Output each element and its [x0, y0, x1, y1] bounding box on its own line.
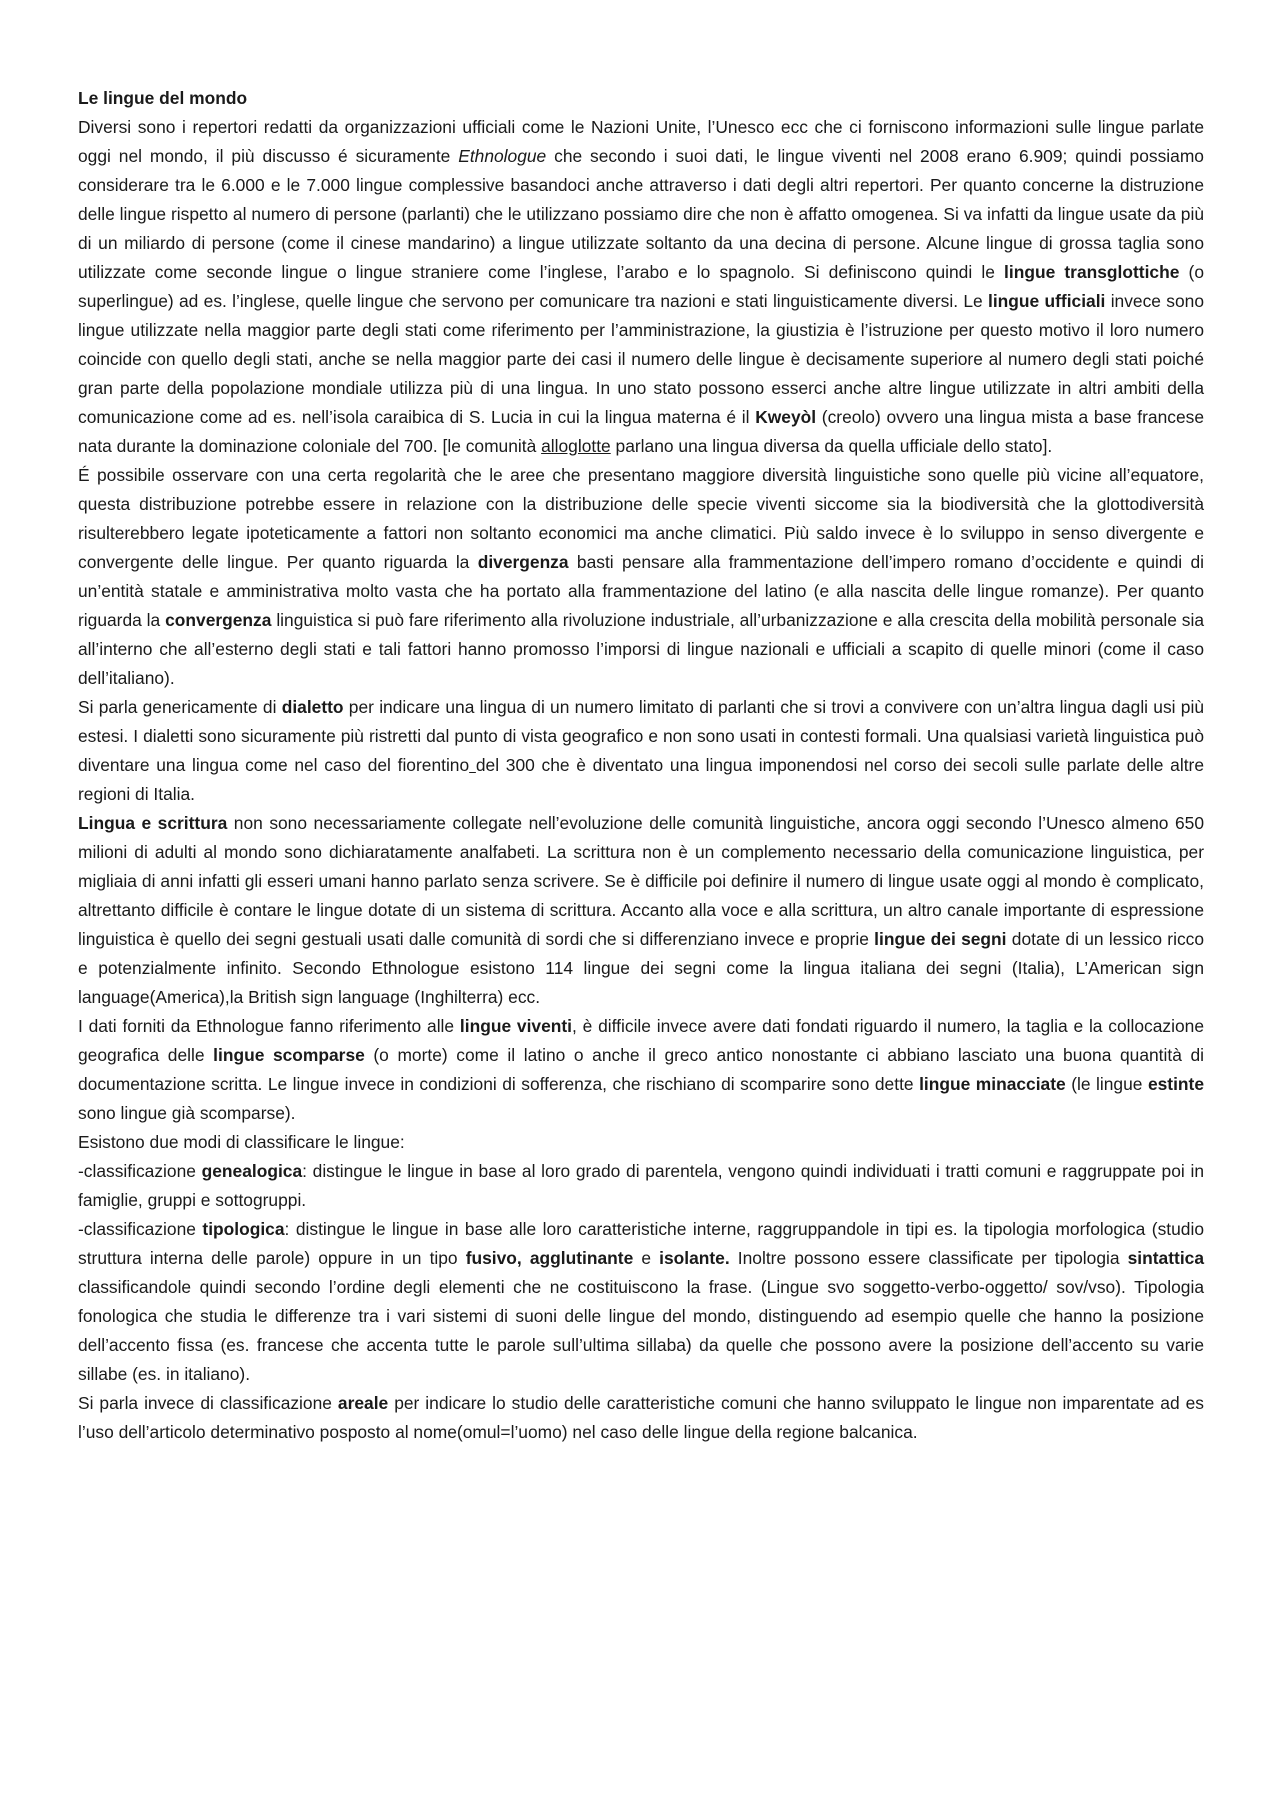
text-run: parlano una lingua diversa da quella ufficiale dello stato].	[610, 436, 1053, 456]
text-run: basti pensare alla frammentazione dell’impero romano d’occidente e quindi di un’entità statale e amministrativa molto vasta che ha portato alla frammentazione del latino (e alla nascita delle lingue romanze). Per quanto riguarda la	[78, 552, 1204, 630]
text-run: del 300 che è diventato una lingua imponendosi nel corso dei secoli sulle parlate delle altre regioni di Italia.	[78, 755, 1204, 804]
paragraph-classificazione-intro: Esistono due modi di classificare le lingue:	[78, 1132, 405, 1152]
paragraph-lingue-viventi	[78, 1012, 1204, 1128]
bold-term: lingue transglottiche	[1004, 262, 1180, 282]
bold-term: estinte	[1147, 1074, 1204, 1094]
bold-term: fusivo, agglutinante	[465, 1248, 634, 1268]
bold-term: convergenza	[165, 610, 272, 630]
bold-term: genealogica	[201, 1161, 303, 1181]
bold-term: isolante.	[659, 1248, 730, 1268]
bold-term: tipologica	[202, 1219, 285, 1239]
paragraph-tipologica	[78, 1215, 1204, 1389]
text-run: e	[633, 1248, 660, 1268]
text-run: : distingue le lingue in base al loro grado di parentela, vengono quindi individuati i tratti comuni e raggruppate poi in famiglie, gruppi e sottogruppi.	[78, 1161, 1204, 1210]
text-run: (o morte) come il latino o anche il greco antico nonostante ci abbiano lasciato una buona quantità di documentazione scritta. Le lingue invece in condizioni di sofferenza, che rischiano di scomparire sono dette	[78, 1045, 1204, 1094]
bold-term: Lingua e scrittura	[78, 813, 228, 833]
text-run: per indicare lo studio delle caratteristiche comuni che hanno sviluppato le lingue non imparentate ad es l’uso dell’articolo determinativo posposto al nome(omul=l’uomo) nel caso delle lingue della regione balcanica.	[78, 1393, 1204, 1442]
text-run: sono lingue già scomparse).	[78, 1103, 296, 1123]
paragraph-repertori	[78, 113, 1204, 461]
bold-term: lingue dei segni	[874, 929, 1007, 949]
paragraph-genealogica	[78, 1157, 1204, 1215]
text-run: Si parla invece di classificazione	[78, 1393, 338, 1413]
text-run: É possibile osservare con una certa regolarità che le aree che presentano maggiore diversità linguistiche sono quelle più vicine all’equatore, questa distribuzione potrebbe essere in relazione con la distribuzione delle specie viventi siccome sia la biodiversità che la glottodiversità risulterebbero legate ipoteticamente a fattori non soltanto economici ma anche climatici. Più saldo invece è lo sviluppo in senso divergente e convergente delle lingue. Per quanto riguarda la	[78, 465, 1204, 572]
text-run: dotate di un lessico ricco e potenzialmente infinito. Secondo Ethnologue esistono 114 lingue dei segni come la lingua italiana dei segni (Italia), L’American sign language(America),la British sign language (Inghilterra) ecc.	[78, 929, 1205, 1007]
paragraph-scrittura	[78, 809, 1204, 1012]
text-run: -classificazione	[78, 1219, 203, 1239]
text-run: per indicare una lingua di un numero limitato di parlanti che si trovi a convivere con un’altra lingua dagli usi più estesi. I dialetti sono sicuramente più ristretti dal punto di vista geografico e non sono usati in contesti formali. Una qualsiasi varietà linguistica può diventare una lingua come nel caso del fiorentino	[78, 697, 1204, 775]
bold-term: lingue ufficiali	[988, 291, 1106, 311]
underlined-space	[469, 755, 476, 775]
text-run: , è difficile invece avere dati fondati riguardo il numero, la taglia e la collocazione geografica delle	[78, 1016, 1204, 1065]
text-run: linguistica si può fare riferimento alla rivoluzione industriale, all’urbanizzazione e alla crescita della mobilità personale sia all’interno che all’esterno degli stati e tali fattori hanno promosso l’imporsi di lingue nazionali e ufficiali a scapito di quelle minori (come il caso dell’italiano).	[78, 610, 1205, 688]
paragraph-dialetto	[78, 693, 1204, 809]
text-run: (creolo) ovvero una lingua mista a base francese nata durante la dominazione coloniale del 700. [le comunità	[78, 407, 1204, 456]
document-title: Le lingue del mondo	[78, 88, 248, 108]
bold-term: dialetto	[281, 697, 344, 717]
text-run: che secondo i suoi dati, le lingue viventi nel 2008 erano 6.909; quindi possiamo considerare tra le 6.000 e le 7.000 lingue complessive basandoci anche attraverso i dati degli altri repertori. Per quanto concerne la distruzione delle lingue rispetto al numero di persone (parlanti) che le utilizzano possiamo dire che non è affatto omogenea. Si va infatti da lingue usate da più di un miliardo di persone (come il cinese mandarino) a lingue utilizzate soltanto da una decina di persone. Alcune lingue di grossa taglia sono utilizzate come seconde lingue o lingue straniere come l’inglese, l’arabo e lo spagnolo. Si definiscono quindi le	[78, 146, 1204, 282]
text-run: non sono necessariamente collegate nell’evoluzione delle comunità linguistiche, ancora oggi secondo l’Unesco almeno 650 milioni di adulti al mondo sono dichiaratamente analfabeti. La scrittura non è un complemento necessario della comunicazione linguistica, per migliaia di anni infatti gli esseri umani hanno parlato senza scrivere. Se è difficile poi definire il numero di lingue usate oggi al mondo è complicato, altrettanto difficile è contare le lingue dotate di un sistema di scrittura. Accanto alla voce e alla scrittura, un altro canale importante di espressione linguistica è quello dei segni gestuali usati dalle comunità di sordi che si differenziano invece e proprie	[78, 813, 1204, 949]
bold-term: lingue minacciate	[919, 1074, 1066, 1094]
text-run: (le lingue	[1065, 1074, 1148, 1094]
bold-term: divergenza	[477, 552, 569, 572]
underlined-term: alloglotte	[541, 436, 611, 456]
text-run: Si parla genericamente di	[78, 697, 282, 717]
text-run: Inoltre possono essere classificate per tipologia	[729, 1248, 1128, 1268]
paragraph-areale	[78, 1389, 1204, 1447]
bold-term: Kweyòl	[755, 407, 817, 427]
bold-term: sintattica	[1127, 1248, 1204, 1268]
text-run: classificandole quindi secondo l’ordine degli elementi che ne costituiscono la frase. (Lingue svo soggetto-verbo-oggetto/ sov/vso). Tipologia fonologica che studia le differenze tra i vari sistemi di suoni delle lingue del mondo, distinguendo ad esempio quelle che hanno la posizione dell’accento fissa (es. francese che accenta tutte le parole sull’ultima sillaba) da quelle che possono avere la posizione dell’accento su varie sillabe (es. in italiano).	[78, 1277, 1204, 1384]
italic-term: Ethnologue	[458, 146, 547, 166]
bold-term: lingue viventi	[459, 1016, 573, 1036]
text-run: : distingue le lingue in base alle loro caratteristiche interne, raggruppandole in tipi es. la tipologia morfologica (studio struttura interna delle parole) oppure in un tipo	[78, 1219, 1204, 1268]
text-run: I dati forniti da Ethnologue fanno riferimento alle	[78, 1016, 460, 1036]
bold-term: lingue scomparse	[213, 1045, 365, 1065]
paragraph-diversita	[78, 461, 1204, 693]
text-run: (o superlingue) ad es. l’inglese, quelle lingue che servono per comunicare tra nazioni e stati linguisticamente diversi. Le	[78, 262, 1204, 311]
text-run: Diversi sono i repertori redatti da organizzazioni ufficiali come le Nazioni Unite, l’Unesco ecc che ci forniscono informazioni sulle lingue parlate oggi nel mondo, il più discusso é sicuramente	[78, 117, 1204, 166]
text-run: invece sono lingue utilizzate nella maggior parte degli stati come riferimento per l’amministrazione, la giustizia è l’istruzione per questo motivo il loro numero coincide con quello degli stati, anche se nella maggior parte dei casi il numero delle lingue è decisamente superiore al numero degli stati poiché gran parte della popolazione mondiale utilizza più di una lingua. In uno stato possono esserci anche altre lingue utilizzate in altri ambiti della comunicazione come ad es. nell’isola caraibica di S. Lucia in cui la lingua materna é il	[78, 291, 1204, 427]
text-run: -classificazione	[78, 1161, 202, 1181]
bold-term: areale	[337, 1393, 389, 1413]
